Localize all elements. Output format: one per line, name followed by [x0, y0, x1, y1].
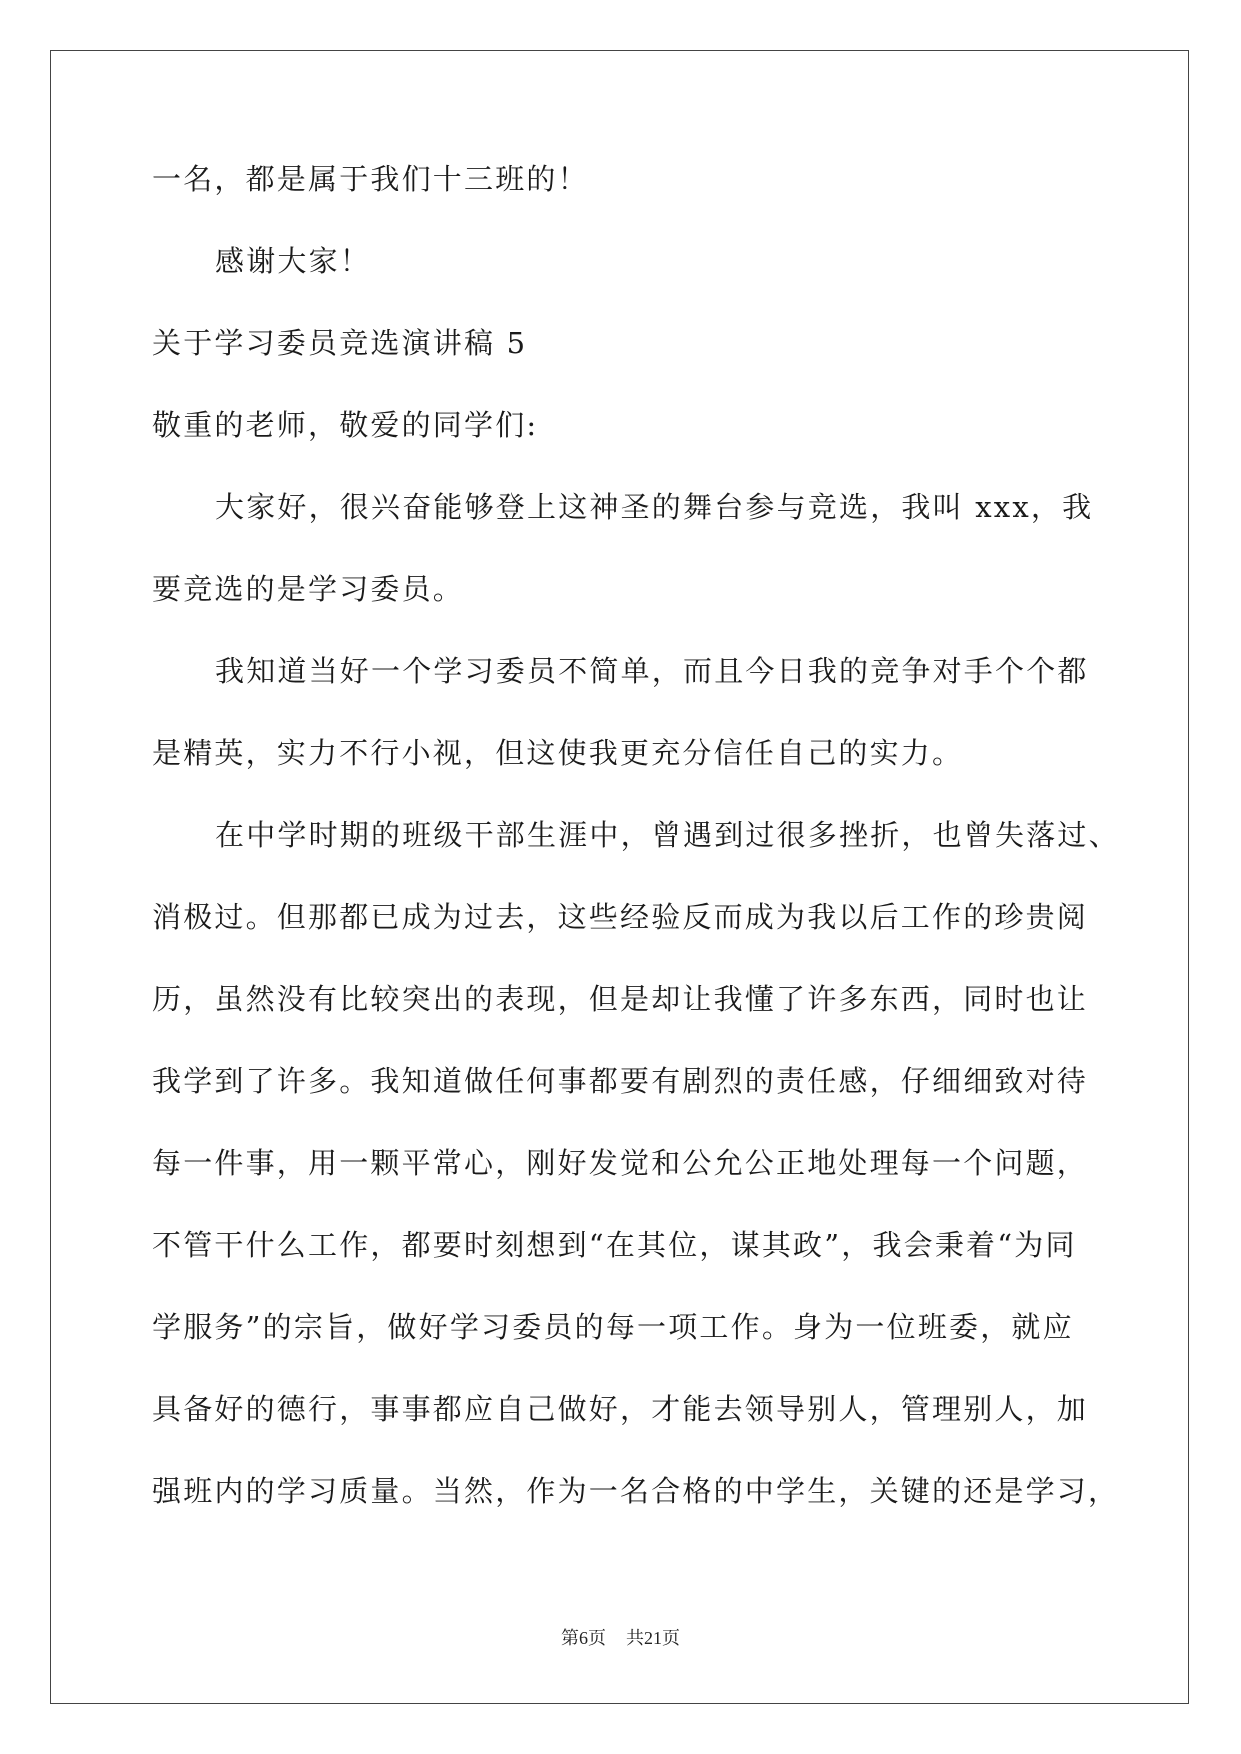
total-prefix: 共 [626, 1628, 644, 1649]
salutation: 敬重的老师，敬爱的同学们: [152, 408, 539, 442]
text-line: 每一件事，用一颗平常心，刚好发觉和公允公正地处理每一个问题， [152, 1146, 1089, 1180]
total-suffix: 页 [662, 1628, 680, 1649]
text-line: 具备好的德行，事事都应自己做好，才能去领导别人，管理别人，加 [152, 1392, 1089, 1426]
text-line: 学服务”的宗旨，做好学习委员的每一项工作。身为一位班委，就应 [152, 1310, 1074, 1344]
text-line: 在中学时期的班级干部生涯中，曾遇到过很多挫折，也曾失落过、 [215, 818, 1120, 852]
page-number: 6 [579, 1628, 588, 1648]
total-pages: 21 [644, 1628, 662, 1648]
text-line: 一名，都是属于我们十三班的！ [152, 162, 589, 196]
page-prefix: 第 [561, 1628, 579, 1649]
page-suffix: 页 [588, 1628, 606, 1649]
document-body [152, 162, 1120, 1558]
text-line: 是精英，实力不行小视，但这使我更充分信任自己的实力。 [152, 736, 964, 770]
section-title: 关于学习委员竞选演讲稿 5 [152, 326, 528, 360]
text-line: 感谢大家！ [215, 244, 372, 278]
text-line: 历，虽然没有比较突出的表现，但是却让我懂了许多东西，同时也让 [152, 982, 1089, 1016]
text-line: 我知道当好一个学习委员不简单，而且今日我的竞争对手个个都 [215, 654, 1089, 688]
page-footer [0, 1628, 1241, 1649]
text-line: 不管干什么工作，都要时刻想到“在其位，谋其政”，我会秉着“为同 [152, 1228, 1077, 1262]
text-line: 强班内的学习质量。当然，作为一名合格的中学生，关键的还是学习， [152, 1474, 1120, 1508]
text-line: 大家好，很兴奋能够登上这神圣的舞台参与竞选，我叫 xxx，我 [215, 490, 1094, 524]
text-line: 消极过。但那都已成为过去，这些经验反而成为我以后工作的珍贵阅 [152, 900, 1089, 934]
text-line: 要竞选的是学习委员。 [152, 572, 465, 606]
text-line: 我学到了许多。我知道做任何事都要有剧烈的责任感，仔细细致对待 [152, 1064, 1089, 1098]
